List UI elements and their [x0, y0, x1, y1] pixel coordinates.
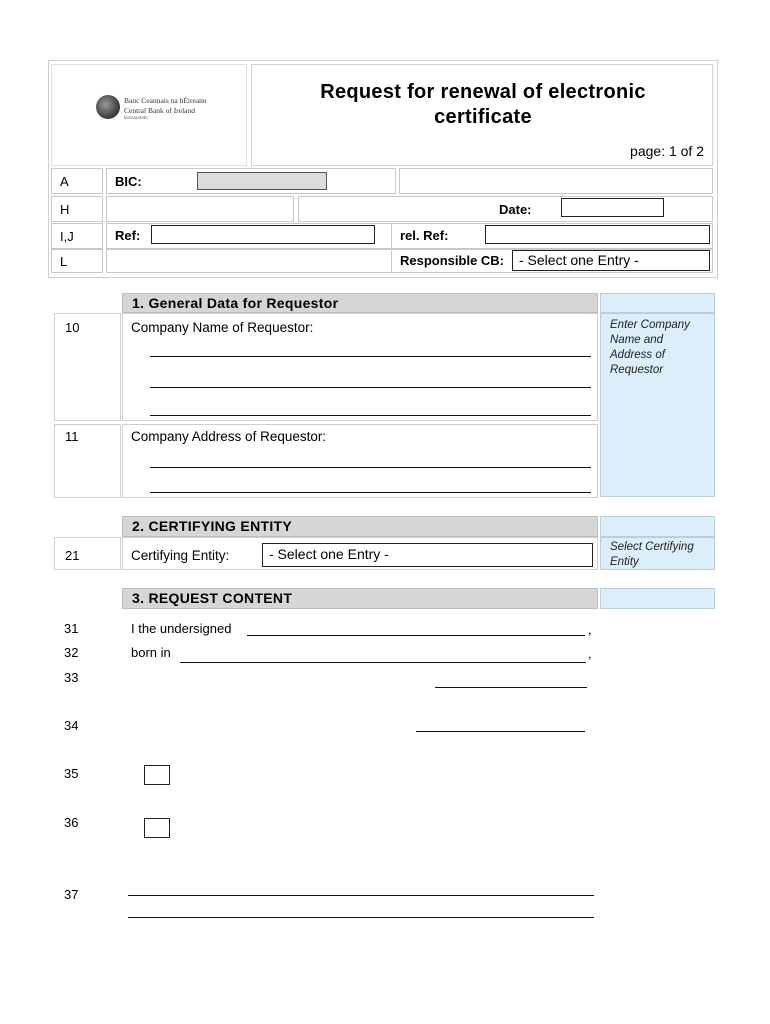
logo-text-irish: Banc Ceannais na hÉireann	[124, 96, 207, 105]
row-32-number: 32	[64, 645, 79, 660]
page-indicator: page: 1 of 2	[630, 143, 704, 159]
title-cell	[251, 64, 713, 166]
date-label: Date:	[499, 202, 532, 217]
undersigned-name-line[interactable]	[247, 635, 585, 636]
logo-cell	[51, 64, 247, 166]
born-in-line[interactable]	[180, 662, 586, 663]
responsible-cb-select[interactable]: - Select one Entry -	[512, 250, 710, 271]
row-l-cell-1	[106, 249, 394, 273]
row-35-number: 35	[64, 766, 79, 781]
row-h-code: H	[60, 202, 70, 217]
company-address-line-2[interactable]	[150, 492, 591, 493]
born-in-comma: ,	[588, 646, 592, 661]
document-title-line2: certificate	[434, 106, 532, 128]
row-37-number: 37	[64, 887, 79, 902]
row-ij-code-cell	[51, 223, 103, 249]
row-h-code-cell	[51, 196, 103, 222]
row-l-code: L	[60, 254, 68, 269]
company-name-line-3[interactable]	[150, 415, 591, 416]
company-name-label: Company Name of Requestor:	[131, 320, 314, 335]
row-21-number: 21	[65, 548, 80, 563]
bic-label: BIC:	[115, 174, 142, 189]
logo-text-eurosystem: Eurosystem	[124, 116, 148, 121]
row-34-line[interactable]	[416, 731, 585, 732]
row-37-line-2[interactable]	[128, 917, 594, 918]
row-ij-code: I,J	[60, 229, 74, 244]
section3-header: 3. REQUEST CONTENT	[122, 588, 598, 609]
row-34-number: 34	[64, 718, 79, 733]
row-11-number: 11	[65, 429, 79, 444]
row-37-line-1[interactable]	[128, 895, 594, 896]
relref-input[interactable]	[485, 225, 710, 244]
section2-header-note-cap	[600, 516, 715, 537]
section1-header: 1. General Data for Requestor	[122, 293, 598, 313]
row-a-empty-cell	[399, 168, 713, 194]
responsible-cb-label: Responsible CB:	[400, 253, 505, 268]
undersigned-label: I the undersigned	[131, 621, 232, 636]
company-name-line-1[interactable]	[150, 356, 591, 357]
row-l-code-cell	[51, 249, 103, 273]
certifying-entity-select[interactable]: - Select one Entry -	[262, 543, 593, 567]
row-11-code-cell	[54, 424, 121, 498]
row-31-number: 31	[64, 621, 79, 636]
section2-note: Select Certifying Entity	[600, 537, 715, 570]
row-33-line[interactable]	[435, 687, 587, 688]
section3-header-note-cap	[600, 588, 715, 609]
born-in-label: born in	[131, 645, 171, 660]
bic-input[interactable]	[197, 172, 327, 190]
logo-text-english: Central Bank of Ireland	[124, 106, 196, 115]
row-21-code-cell	[54, 537, 121, 570]
certifying-entity-label: Certifying Entity:	[131, 548, 230, 563]
row-a-code: A	[60, 174, 69, 189]
company-address-line-1[interactable]	[150, 467, 591, 468]
row-33-number: 33	[64, 670, 79, 685]
row-10-content-cell	[122, 313, 598, 421]
ref-input[interactable]	[151, 225, 375, 244]
central-bank-logo	[96, 95, 120, 119]
row-36-checkbox[interactable]	[144, 818, 170, 838]
company-address-label: Company Address of Requestor:	[131, 429, 327, 444]
company-name-line-2[interactable]	[150, 387, 591, 388]
row-a-code-cell	[51, 168, 103, 194]
row-h-cell-1	[106, 196, 294, 222]
undersigned-comma: ,	[588, 622, 592, 637]
date-input[interactable]	[561, 198, 664, 217]
relref-label: rel. Ref:	[400, 228, 449, 243]
ref-label: Ref:	[115, 228, 141, 243]
document-title-line1: Request for renewal of electronic	[320, 81, 646, 103]
row-36-number: 36	[64, 815, 79, 830]
row-35-checkbox[interactable]	[144, 765, 170, 785]
section1-note: Enter Company Name and Address of Requestor	[600, 313, 715, 497]
row-10-code-cell	[54, 313, 121, 421]
section2-header: 2. CERTIFYING ENTITY	[122, 516, 598, 537]
row-11-content-cell	[122, 424, 598, 498]
section1-header-note-cap	[600, 293, 715, 313]
row-10-number: 10	[65, 320, 80, 335]
